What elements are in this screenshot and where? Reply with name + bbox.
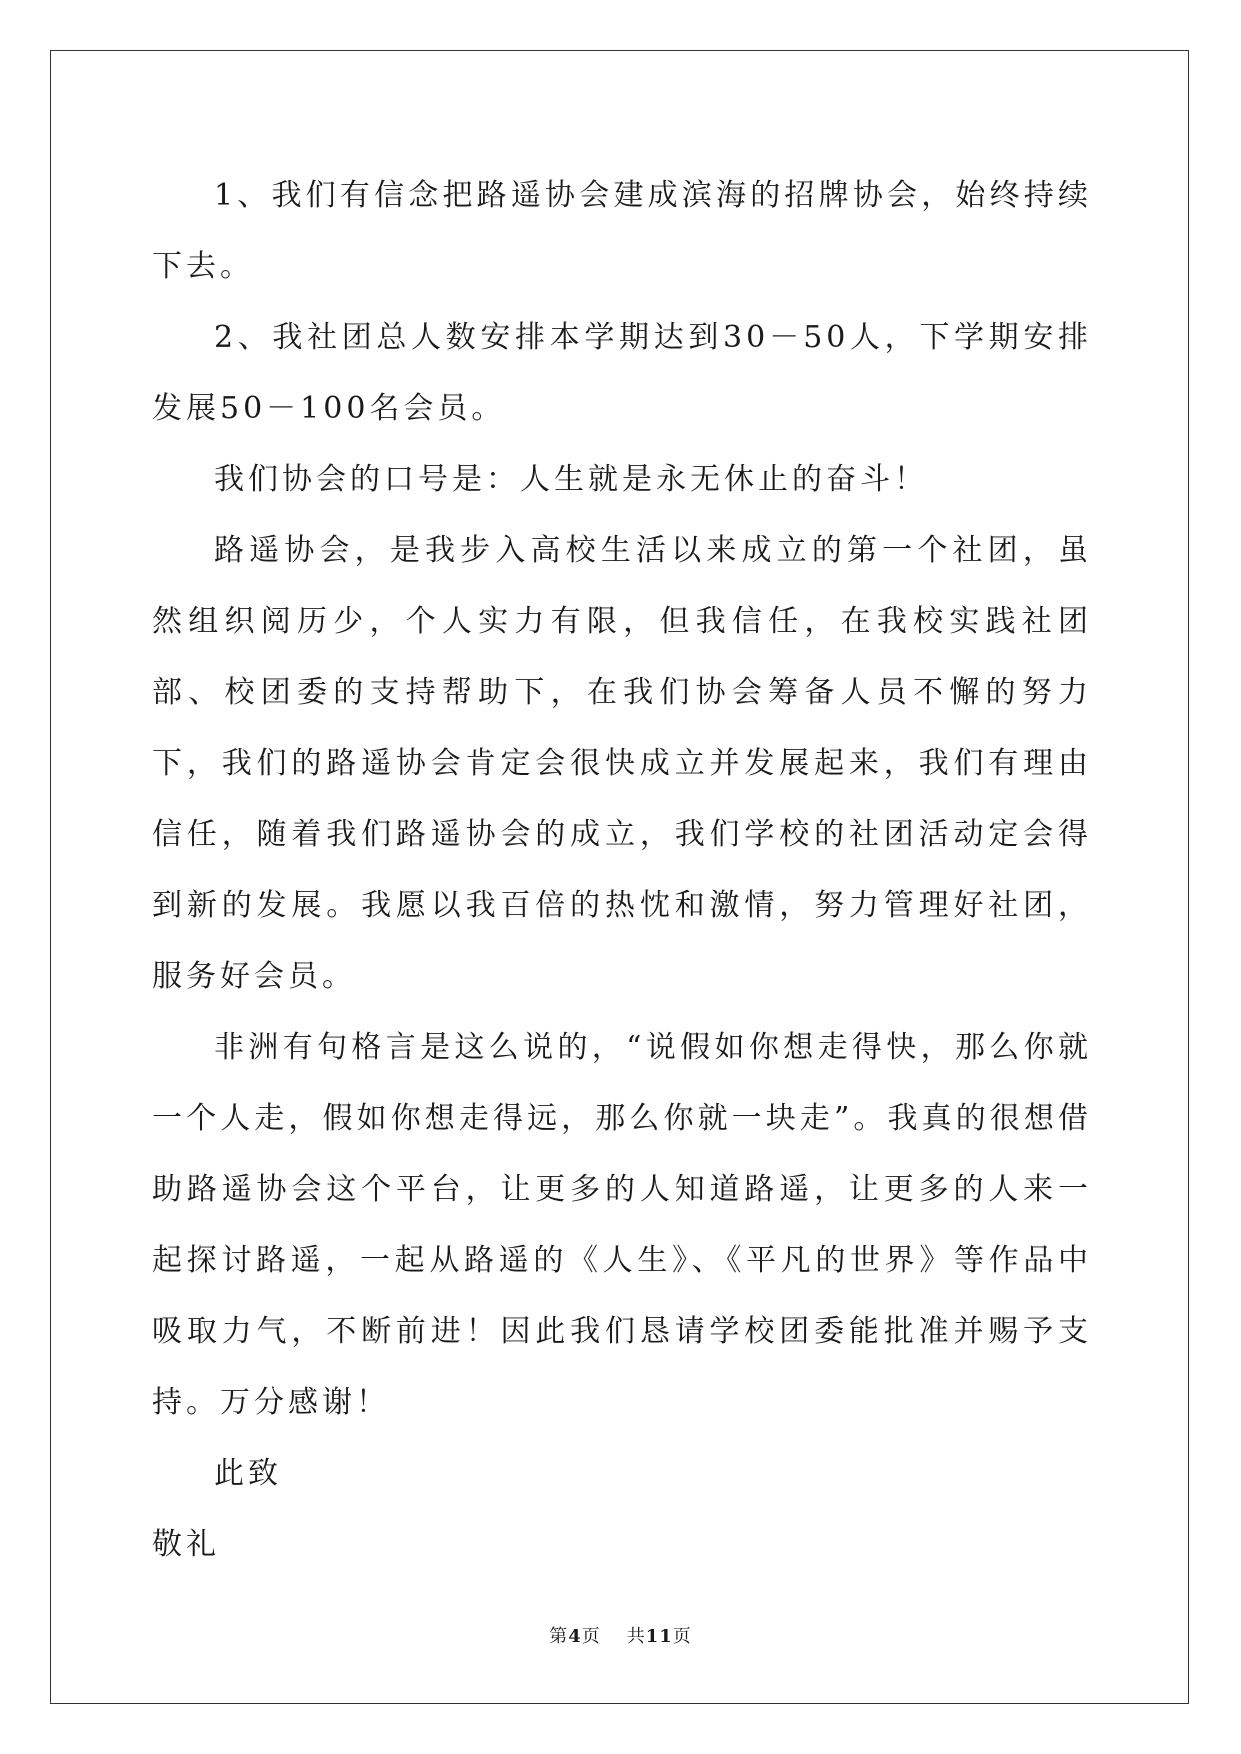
closing-regards: 敬礼 [152, 1527, 220, 1562]
total-prefix: 共 [626, 1626, 646, 1647]
paragraph-introduction: 路遥协会，是我步入高校生活以来成立的第一个社团，虽然组织阅历少，个人实力有限，但我信任，在我校实践社团部、校团委的支持帮助下，在我们协会筹备人员不懈的努力下，我们的路遥协会肯定会很快成立并发展起来，我们有理由信任，随着我们路遥协会的成立，我们学校的社团活动定会得到新的发展。我愿以我百倍的热忱和激情，努力管理好社团，服务好会员。 [152, 533, 1092, 994]
paragraph-slogan: 我们协会的口号是：人生就是永无休止的奋斗！ [214, 462, 928, 497]
total-suffix: 页 [672, 1626, 692, 1647]
total-pages: 11 [645, 1626, 673, 1647]
document-body [152, 160, 1092, 1580]
page-suffix: 页 [581, 1626, 601, 1647]
paragraph-goal-1: 1、我们有信念把路遥协会建成滨海的招牌协会，始终持续下去。 [152, 178, 1092, 284]
page-number: 4 [568, 1626, 582, 1647]
paragraph-proverb: 非洲有句格言是这么说的，“说假如你想走得快，那么你就一个人走，假如你想走得远，那么你就一块走”。我真的很想借助路遥协会这个平台，让更多的人知道路遥，让更多的人来一起探讨路遥，一起从路遥的《人生》、《平凡的世界》等作品中吸取力气，不断前进！因此我们恳请学校团委能批准并赐予支持。万分感谢！ [152, 1030, 1092, 1420]
page-footer [0, 1622, 1241, 1648]
closing-salutation: 此致 [214, 1456, 282, 1491]
paragraph-goal-2: 2、我社团总人数安排本学期达到30－50人，下学期安排发展50－100名会员。 [152, 320, 1092, 426]
page-prefix: 第 [549, 1626, 569, 1647]
